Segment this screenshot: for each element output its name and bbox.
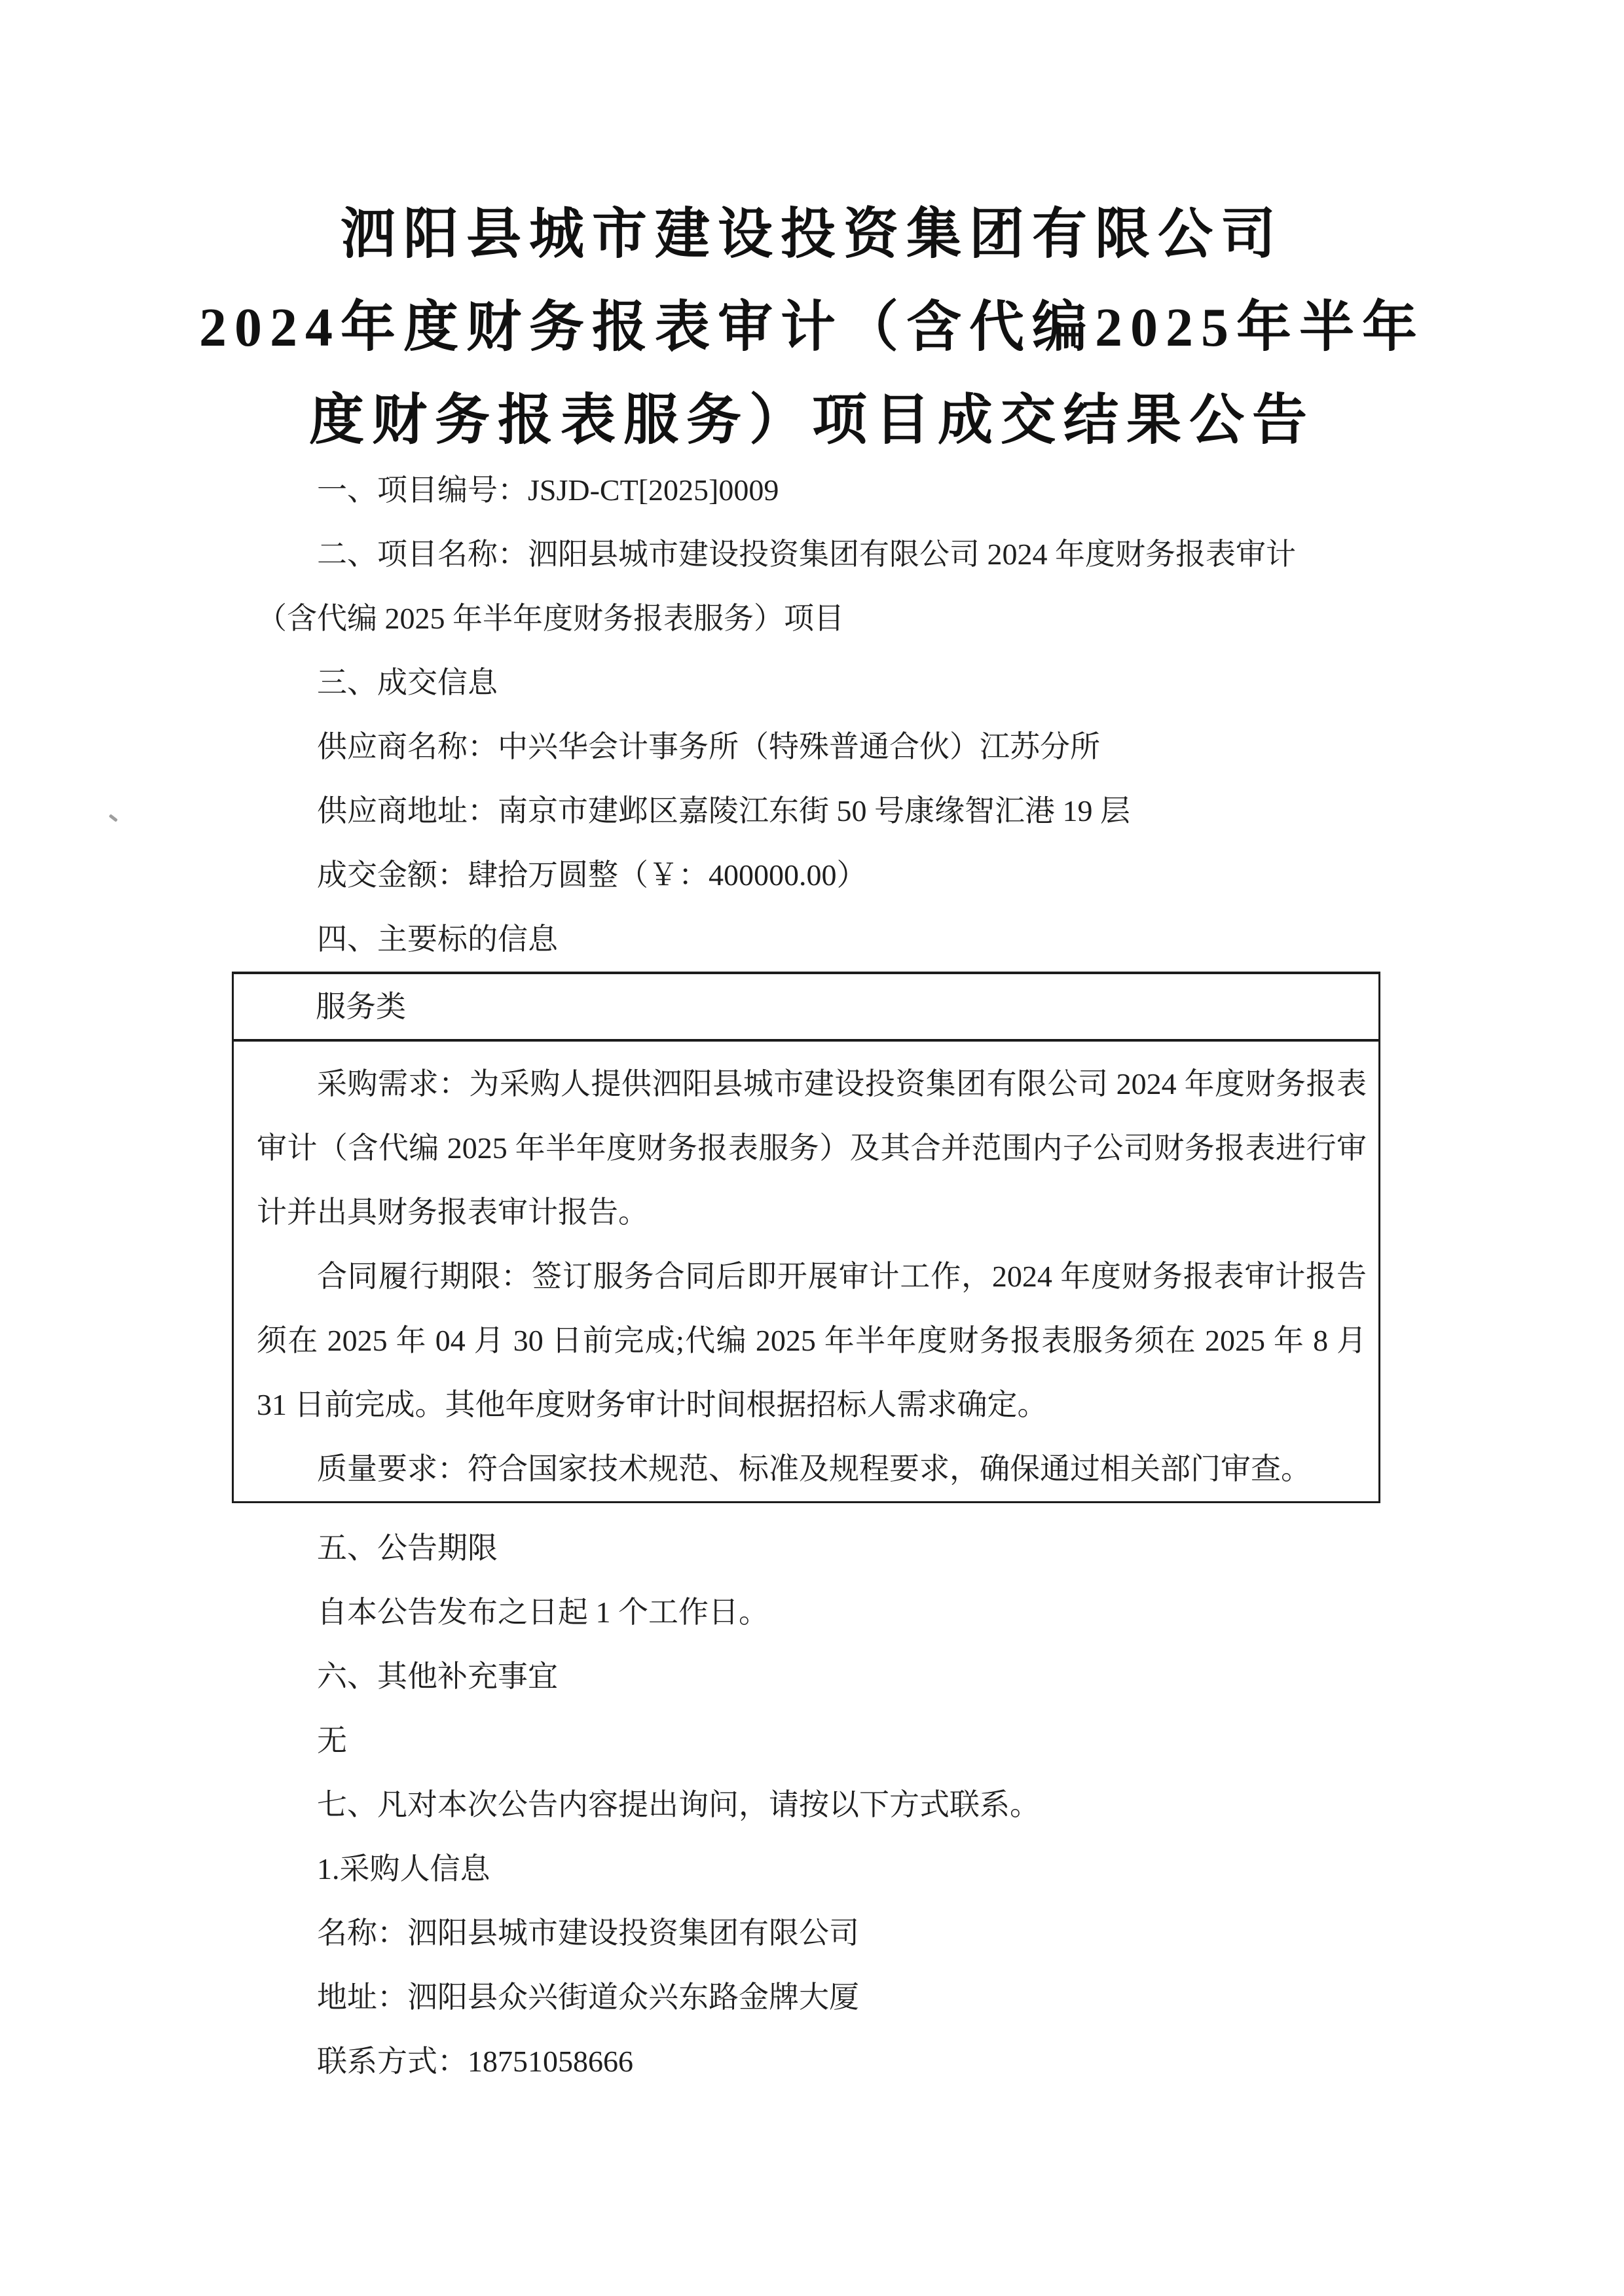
line-deal-amount: 成交金额：肆拾万圆整（￥：400000.00）	[317, 858, 867, 892]
line-purchaser-name: 名称：泗阳县城市建设投资集团有限公司	[317, 1916, 859, 1950]
line-section-subject-info: 四、主要标的信息	[317, 922, 558, 956]
table-paragraph-procurement-requirement: 采购需求：为采购人提供泗阳县城市建设投资集团有限公司 2024 年度财务报表审计（含代编 2025 年半年度财务报表服务）及其合并范围内子公司财务报表进行审计并出具财务报表审计报告。	[257, 1067, 1367, 1229]
table-body-cell	[234, 1042, 1378, 1501]
subject-info-table	[232, 972, 1380, 1503]
line-section-deal-info: 三、成交信息	[317, 666, 498, 699]
line-supplier-address: 供应商地址：南京市建邺区嘉陵江东街 50 号康缘智汇港 19 层	[317, 794, 1130, 828]
line-purchaser-phone: 联系方式：18751058666	[317, 2045, 633, 2078]
line-section-announcement-period: 五、公告期限	[317, 1531, 498, 1565]
line-other-matters-value: 无	[317, 1724, 347, 1757]
line-purchaser-info-heading: 1.采购人信息	[317, 1852, 490, 1886]
line-project-name: 二、项目名称：泗阳县城市建设投资集团有限公司 2024 年度财务报表审计	[317, 538, 1296, 571]
line-project-name-continuation: （含代编 2025 年半年度财务报表服务）项目	[257, 602, 844, 635]
title-line-2: 2024年度财务报表审计（含代编2025年半年	[198, 297, 1425, 358]
line-section-contact-method: 七、凡对本次公告内容提出询问，请按以下方式联系。	[317, 1788, 1040, 1821]
table-paragraph-contract-period: 合同履行期限：签订服务合同后即开展审计工作，2024 年度财务报表审计报告须在 2025 年 04 月 30 日前完成;代编 2025 年半年度财务报表服务须在 2025 年 8 月 31 日前完成。其他年度财务审计时间根据招标人需求确定。	[257, 1260, 1367, 1421]
table-paragraph-quality-requirement: 质量要求：符合国家技术规范、标准及规程要求，确保通过相关部门审查。	[317, 1452, 1311, 1485]
line-purchaser-address: 地址：泗阳县众兴街道众兴东路金牌大厦	[317, 1980, 859, 2014]
line-announcement-period-value: 自本公告发布之日起 1 个工作日。	[317, 1595, 769, 1629]
document-title	[0, 189, 1624, 467]
scan-artifact	[109, 814, 118, 822]
table-header-service-category: 服务类	[234, 974, 1378, 1042]
line-section-other-matters: 六、其他补充事宜	[317, 1660, 558, 1693]
title-line-1: 泗阳县城市建设投资集团有限公司	[340, 204, 1283, 265]
title-line-3: 度财务报表服务）项目成交结果公告	[308, 390, 1315, 451]
line-supplier-name: 供应商名称：中兴华会计事务所（特殊普通合伙）江苏分所	[317, 730, 1100, 763]
line-project-number: 一、项目编号：JSJD-CT[2025]0009	[317, 473, 779, 507]
document-body	[257, 458, 1380, 2094]
